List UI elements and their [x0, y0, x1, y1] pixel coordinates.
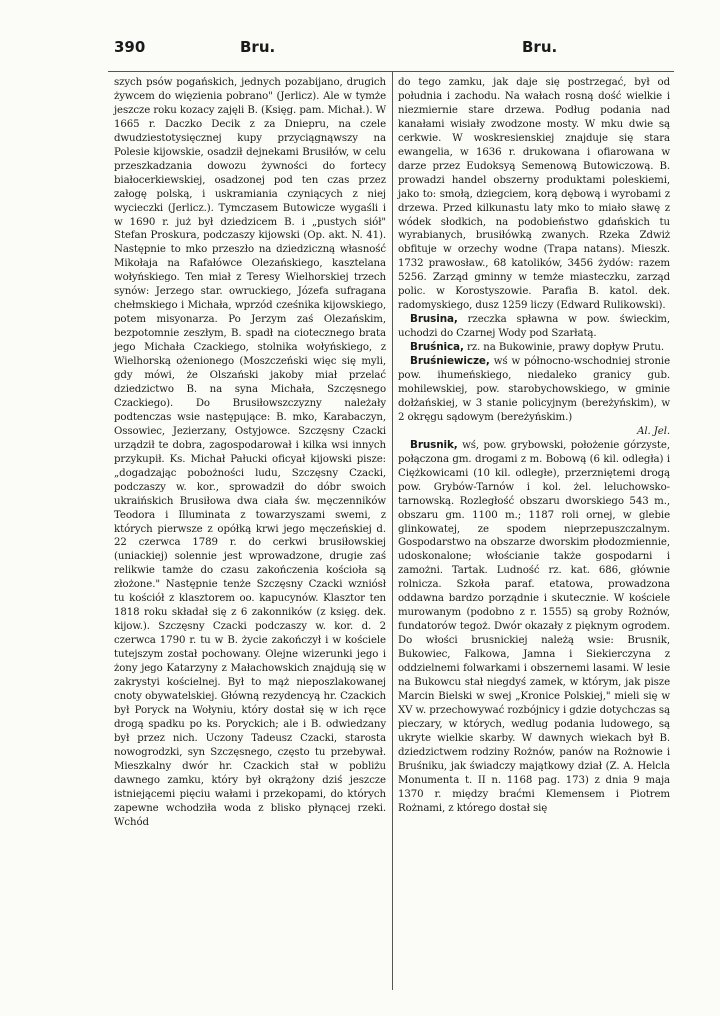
- entry-headword: Brusnik,: [410, 438, 458, 451]
- left-column-text: szych psów pogańskich, jednych pozabijano, drugich żywcem do więzienia pobrano" (Jerlicz). Ale w tymże jeszcze roku kozacy zajęli B. (Księg. pam. Michał.). W 1665 r. Daczko Decik z za Dniepru, na czele dwudziestotysięcznej kupy przyciągnąwszy na Polesie kijowskie, osadził dejnekami Brusiłów, w celu przeszkadzania dowozu żywności do fortecy białocerkiewskiej, osadzonej pod ten czas przez załogę polską, i uskramiania czyniących z niej wycieczki (Jerlicz.). Tymczasem Butowicze wygaśli i w 1690 r. już był dziedzicem B. i „pustych siół" Stefan Proskura, podczaszy kijowski (Op. akt. N. 41). Następnie to mko przeszło na dziedziczną własność Mikołaja na Rafałówce Olezańskiego, kasztelana wołyńskiego. Ten miał z Teresy Wielhorskiej trzech synów: Jerzego star. owruckiego, Józefa sufragana chełmskiego i Michała, wprzód cześnika kijowskiego, potem misyonarza. Po Jerzym zaś Olezańskim, bezpotomnie zeszłym, B. spadł na ciotecznego brata jego Michała Czackiego, stolnika wołyńskiego, z Wielhorską ożenionego (Moszczeński więc się myli, gdy mówi, że Olszański jakoby miał przelać dziedzictwo B. na syna Michała, Szczęsnego Czackiego). Do Brusiłowszczyzny należały podtenczas wsie następujące: B. mko, Karabaczyn, Ossowiec, Jezierzany, Ostyjowce. Szczęsny Czacki urządził te dobra, zagospodarował i kilka wsi innych przykupił. Ks. Michał Pałucki oficyał kijowski pisze: „dogadzając pobożności ludu, Szczęsny Czacki, podczaszy w. kor., sprowadził do dóbr swoich ukraińskich Brusiłowa dwa ciała św. męczenników Teodora i Illuminata z towarzyszami swemi, z których pierwsze z opółką krwi jego męczeńskiej d. 22 czerwca 1789 r. do cerkwi brusiłowskiej (uniackiej) solennie jest wprowadzone, drugie zaś relikwie tamże do czasu zakończenia kościoła są złożone." Następnie tenże Szczęsny Czacki wzniósł tu kościół z klasztorem oo. kapucynów. Klasztor ten 1818 roku składał się z 6 zakonników (z księg. dek. kijow.). Szczęsny Czacki podczaszy w. kor. d. 2 czerwca 1790 r. tu w B. życie zakończył i w kościele tutejszym został pochowany. Olejne wizerunki jego i żony jego Katarzyny z Małachowskich znajdują się w zakrystyi kościelnej. Był to mąż nieposzlakowanej cnoty obywatelskiej. Główną rezydencyą hr. Czackich był Poryck na Wołyniu, który dostał się w ich ręce drogą spadku po ks. Poryckich; ale i B. odwiedzany był przez nich. Uczony Tadeusz Czacki, starosta nowogrodzki, syn Szczęsnego, często tu przebywał. Mieszkalny dwór hr. Czackich stał w pobliżu dawnego zamku, który był okrążony dziś jeszcze istniejącemi pięciu wałami i przekopami, do których zapewne wchodziła woda z blisko płynącej rzeki. Wchód: [114, 77, 386, 828]
- right-running-head: Bru.: [522, 38, 558, 56]
- entry-headword: Bruśniewicze,: [410, 355, 490, 368]
- column-divider: [392, 72, 393, 990]
- entry-headword: Brusina,: [410, 313, 458, 326]
- left-running-head: Bru.: [240, 38, 276, 56]
- entry-text: rzeczka spławna w pow. świeckim, uchodzi do Czarnej Wody pod Szarłatą.: [398, 314, 670, 340]
- entry-text: wś, pow. grybowski, położenie górzyste, połączona gm. drogami z m. Bobową (6 kil. odległa) i Ciężkowicami (10 kil. odległe), przerzniętemi drogą pow. Grybów-Tarnów i kol. żel. leluchowsko-tarnowską. Rozległość obszaru dworskiego 543 m., obszaru gm. 1100 m.; 1187 roli ornej, w glebie glinkowatej, ze spodem nieprzepuszczalnym. Gospodarstwo na obszarze dworskim płodozmiennie, udoskonalone; włościanie także gospodarni i zamożni. Tartak. Ludność rz. kat. 686, głównie rolnicza. Szkoła paraf. etatowa, prowadzona oddawna bardzo porządnie i skutecznie. W kościele murowanym (podobno z r. 1555) są groby Rożnów, fundatorów tegoż. Dwór okazały z pięknym ogrodem. Do włości brusnickiej należą wsie: Brusnik, Bukowiec, Falkowa, Jamna i Siekierczyna z oddzielnemi folwarkami i obszernemi lasami. W lesie na Bukowcu stał niegdyś zamek, w którym, jak pisze Marcin Bielski w swej „Kronice Polskiej," mieli się w XV w. przechowywać rozbójnicy i gdzie dotychczas są pieczary, w których, wedlug podania ludowego, są ukryte wielkie skarby. W dawnych wiekach był B. dziedzictwem rodziny Rożnów, panów na Rożnowie i Bruśniku, jak świadczy majątkowy dział (Z. A. Helcla Monumenta t. II n. 1168 pag. 173) z dnia 9 maja 1370 r. między braćmi Klemensem i Piotrem Rożnami, z którego dostał się: [398, 439, 670, 814]
- author-signature: Al. Jel.: [637, 425, 670, 437]
- entry-brusniewicze: [398, 355, 670, 425]
- page-header: [114, 38, 674, 60]
- left-column: [114, 76, 386, 829]
- entry-text: rz. na Bukowinie, prawy dopływ Prutu.: [463, 342, 665, 354]
- right-column: [398, 76, 670, 816]
- entry-brusnica: [398, 341, 670, 355]
- entry-brusina: [398, 313, 670, 341]
- entry-headword: Bruśnica,: [410, 341, 464, 354]
- brusilow-continuation: do tego zamku, jak daje się postrzegać, był od południa i zachodu. Na wałach rosną dość wielkie i niezmiernie stare drzewa. Podług podania nad kanałami wisiały zwodzone mosty. W mku dwie są cerkwie. W woskresienskiej znajduje się stara ewangelia, w 1636 r. drukowana i ofiarowana w darze przez Eudoksyą Semenową Butowiczową. B. prowadzi handel obszerny produktami poleskiemi, jako to: smołą, dziegciem, korą dębową i wyrobami z drzewa. Przed kilkunastu laty mko to miało sławę z wódek słodkich, na podobieństwo gdańskich tu wyrabianych, brusiłówką zwanych. Rzeka Zdwiż obfituje w orzechy wodne (Trapa natans). Mieszk. 1732 prawosław., 68 katolików, 3456 żydów: razem 5256. Zarząd gminny w temże miasteczku, zarząd polic. w Korostyszowie. Parafia B. katol. dek. radomyskiego, dusz 1259 liczy (Edward Rulikowski).: [398, 77, 670, 312]
- page-number: 390: [114, 38, 146, 56]
- entry-brusnik: [398, 439, 670, 816]
- header-rule: [108, 71, 674, 72]
- entry-text: wś w północno-wschodniej stronie pow. ihumeńskiego, niedaleko granicy gub. mohilewskiej, pow. starobychowskiego, w gminie dołżańskiej, w 3 stanie policyjnym (bereżyńskim), w 2 okręgu sądowym (bereżyńskim.): [398, 356, 670, 423]
